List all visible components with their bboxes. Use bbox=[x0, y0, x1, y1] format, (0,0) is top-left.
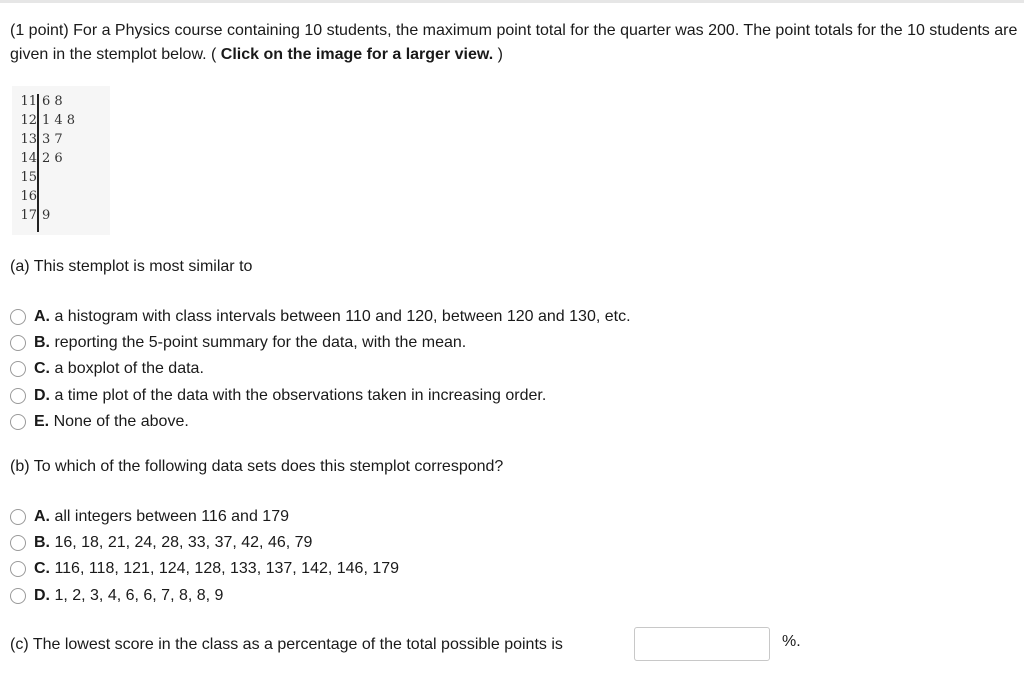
leaf-values: 6 8 bbox=[42, 94, 63, 109]
part-b-option-d[interactable] bbox=[8, 585, 908, 611]
stemplot-row bbox=[12, 94, 110, 113]
leaf-values: 9 bbox=[42, 208, 51, 223]
intro-text: (1 point) For a Physics course containing 10 students, the maximum point total for the quarter was 200. The point totals for the 10 students are given in the stemplot below. ( bbox=[10, 22, 1018, 63]
option-text: a time plot of the data with the observations taken in increasing order. bbox=[50, 387, 547, 404]
part-b-option-a[interactable] bbox=[8, 506, 908, 532]
stemplot-image[interactable] bbox=[12, 86, 110, 235]
radio-button[interactable] bbox=[10, 535, 26, 551]
stem-value: 12 bbox=[20, 113, 37, 128]
option-text: 1, 2, 3, 4, 6, 6, 7, 8, 8, 9 bbox=[50, 587, 224, 604]
option-text: 16, 18, 21, 24, 28, 33, 37, 42, 46, 79 bbox=[50, 534, 313, 551]
option-letter: E. bbox=[34, 413, 50, 430]
option-text: 116, 118, 121, 124, 128, 133, 137, 142, 146, 179 bbox=[50, 560, 400, 577]
option-letter: D. bbox=[34, 587, 50, 604]
stem-value: 11 bbox=[20, 94, 37, 109]
leaf-values: 1 4 8 bbox=[42, 113, 76, 128]
part-c-answer-input[interactable] bbox=[634, 627, 770, 661]
stem-value: 15 bbox=[20, 170, 37, 185]
option-letter: A. bbox=[34, 308, 50, 325]
part-a-option-b[interactable] bbox=[8, 332, 908, 358]
option-text: all integers between 116 and 179 bbox=[50, 508, 289, 525]
top-divider bbox=[0, 0, 1024, 3]
part-b-option-c[interactable] bbox=[8, 558, 908, 584]
stem-value: 13 bbox=[20, 132, 37, 147]
radio-button[interactable] bbox=[10, 361, 26, 377]
part-a-option-a[interactable] bbox=[8, 306, 908, 332]
radio-button[interactable] bbox=[10, 335, 26, 351]
option-letter: A. bbox=[34, 508, 50, 525]
part-c-question: (c) The lowest score in the class as a percentage of the total possible points is bbox=[10, 636, 563, 653]
option-letter: B. bbox=[34, 534, 50, 551]
leaf-values: 3 7 bbox=[42, 132, 63, 147]
radio-button[interactable] bbox=[10, 561, 26, 577]
stemplot-row bbox=[12, 208, 110, 227]
stemplot-row bbox=[12, 170, 110, 189]
radio-button[interactable] bbox=[10, 388, 26, 404]
part-b-option-b[interactable] bbox=[8, 532, 908, 558]
option-letter: C. bbox=[34, 560, 50, 577]
option-letter: B. bbox=[34, 334, 50, 351]
option-text: reporting the 5-point summary for the data, with the mean. bbox=[50, 334, 467, 351]
leaf-values: 2 6 bbox=[42, 151, 63, 166]
part-a-option-c[interactable] bbox=[8, 358, 908, 384]
stemplot-row bbox=[12, 132, 110, 151]
option-letter: C. bbox=[34, 360, 50, 377]
percent-unit: %. bbox=[782, 633, 801, 650]
larger-view-link[interactable]: Click on the image for a larger view. bbox=[220, 46, 494, 63]
radio-button[interactable] bbox=[10, 414, 26, 430]
intro-tail: ) bbox=[493, 46, 503, 63]
problem-intro bbox=[10, 19, 1018, 67]
option-text: a histogram with class intervals between 110 and 120, between 120 and 130, etc. bbox=[50, 308, 631, 325]
part-b-question: (b) To which of the following data sets does this stemplot correspond? bbox=[10, 458, 504, 475]
radio-button[interactable] bbox=[10, 588, 26, 604]
stemplot-row bbox=[12, 189, 110, 208]
part-a-question: (a) This stemplot is most similar to bbox=[10, 258, 253, 275]
stem-value: 16 bbox=[20, 189, 37, 204]
option-text: None of the above. bbox=[49, 413, 189, 430]
radio-button[interactable] bbox=[10, 509, 26, 525]
option-text: a boxplot of the data. bbox=[50, 360, 204, 377]
stemplot-row bbox=[12, 113, 110, 132]
stem-value: 17 bbox=[20, 208, 37, 223]
stemplot-row bbox=[12, 151, 110, 170]
option-letter: D. bbox=[34, 387, 50, 404]
stem-value: 14 bbox=[20, 151, 37, 166]
part-a-option-d[interactable] bbox=[8, 385, 908, 411]
radio-button[interactable] bbox=[10, 309, 26, 325]
part-a-option-e[interactable] bbox=[8, 411, 908, 437]
